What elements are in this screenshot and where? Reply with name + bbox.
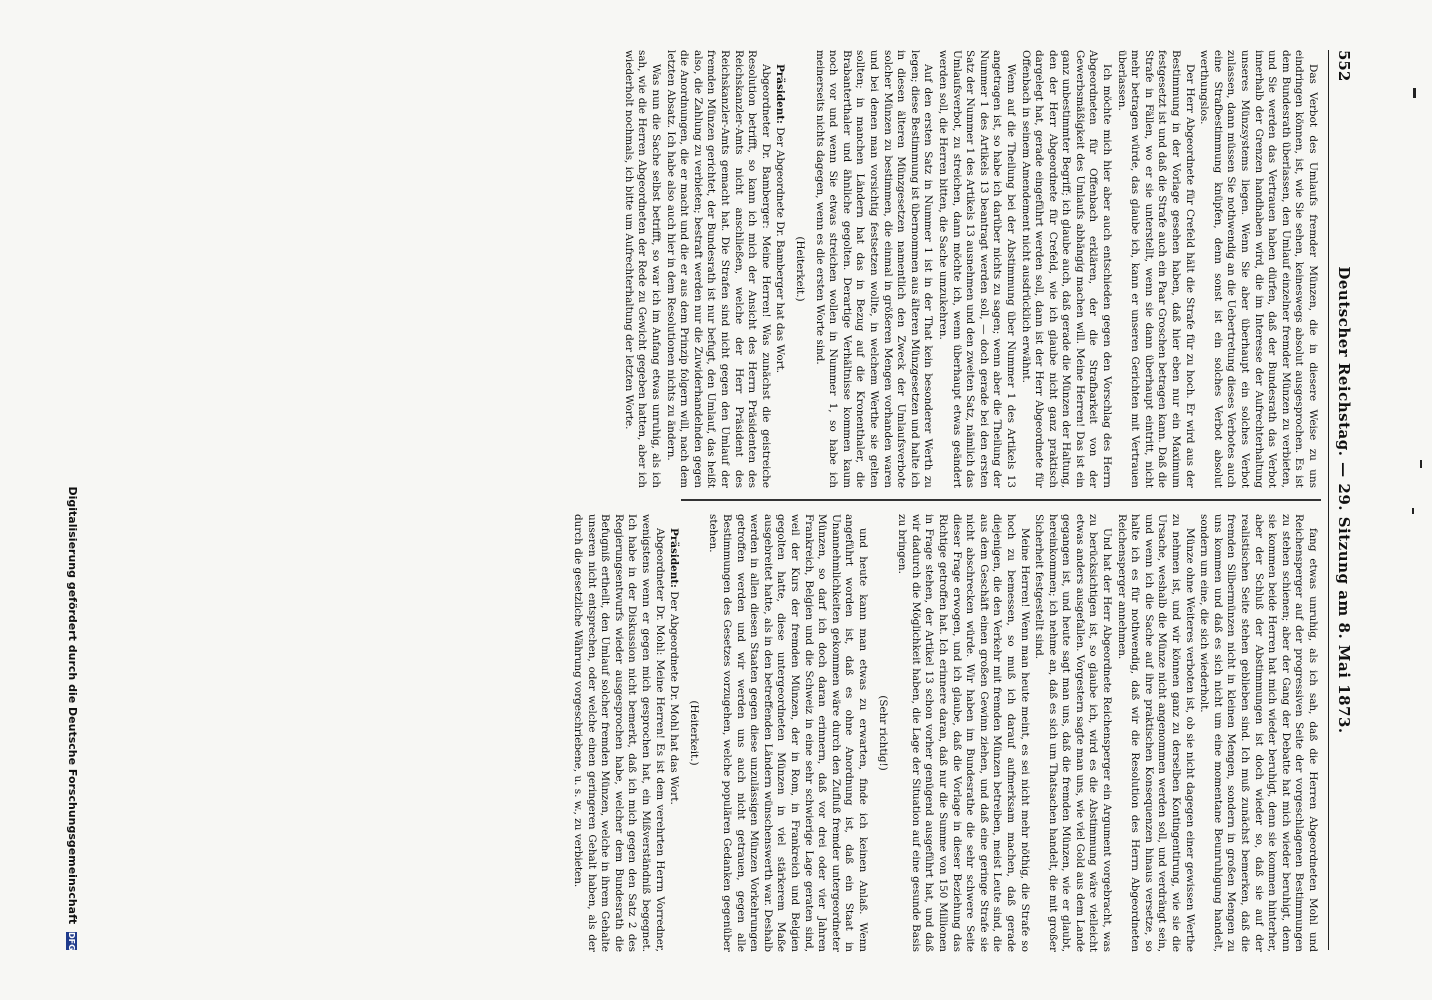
rotated-newspaper-page: [51, 30, 1381, 970]
column-divider: [681, 499, 1321, 501]
digitization-credit-text: Digitalisierung gefördert durch die Deutsche Forschungsgemeinschaft: [66, 486, 79, 925]
scan-artifact-mark: [1413, 88, 1416, 98]
page-title: Deutscher Reichstag. — 29. Sitzung am 8. Mai 1873.: [1335, 266, 1353, 734]
interjection: (Sehr richtig!): [876, 695, 889, 771]
interjection: (Heiterkeit.): [687, 700, 700, 766]
dfg-logo: DFG: [67, 932, 77, 951]
body-paragraph: fang etwas unruhig, als ich sah, daß die Herren Abgeordneten Mohl und Reichensperger auf der progressiven Seite der vorgeschlagenen Bestimmungen zu stehen schienen; aber der Gang der Debatte hat mich wieder beruhigt, denn sie kommen beide Herren hat mich wieder beruhigt, denn sie kommen hinterher, aber der Schluß der Abstimmungen ist doch wieder so, daß sie auf der realistischen Seite stehen geblieben sind. Ich muß zunächst bemerken, daß die fremden Silbermünzen nicht in kleinen Mengen, sondern in großen Mengen zu uns kommen und daß es sich nicht um eine momentane Beunruhigung handelt, sondern um eine, die sich wiederholt.: [1198, 514, 1319, 952]
scan-artifact-mark: [1412, 508, 1414, 514]
speaker-announcement: [667, 514, 681, 952]
body-paragraph: Wenn auf die Theilung bei der Abstimmung über Nummer 1 des Artikels 13 angetragen ist, so habe ich darüber nichts zu sagen; wenn aber die Theilung der Nummer 1 des Artikels 13 beantragt werden soll, — doch gerade bei den ersten Satz der Nummer 1 des Artikels 13 ausnehmen und den zweiten Satz, nämlich das Umlaufsverbot, zu streichen, dann möchte ich, wenn überhaupt etwas geändert werden soll, die Herren bitten, die Sache umzukehren.: [936, 50, 1017, 488]
body-paragraph: Was nun die Sache selbst betrifft, so war ich im Anfang etwas unruhig, als ich sah, wie die Herren Abgeordneten der Rede zu Gewicht gegeben hatten, aber ich wiederholt nochmals, ich bitte um Aufrechterhaltung der letzten Worte.: [622, 50, 663, 488]
body-paragraph: und heute kann man etwas zu erwarten, finde ich keinen Anlaß. Wenn angeführt worden ist, daß es ohne Anordnung ist, daß ein Staat in Unannehmlichkeiten gekommen wäre durch den Zufluß fremder untergeordneter Münzen, so darf ich doch daran erinnern, daß vor drei oder vier Jahren Frankreich, Belgien und die Schweiz in eine sehr schwierige Lage geraten sind, weil der Kurs der fremden Münzen, der in Rom, in Frankreich und Belgien gegolten hatte, diese untergeordneten Münzen in viel stärkerem Maße ausgebreitet hatte, als in den betreffenden Ländern wünschenswerth war. Deshalb werden in allen diesen Staaten gegen diese unzulässigen Münzen Vorkehrungen getroffen werden und wir werden uns auch nicht getrauen, gegen alle Bestimmungen des Gesetzes vorzugehen, welche populären Gedanken gegenüber stehen.: [707, 514, 869, 952]
page-header: [1328, 50, 1353, 950]
interjection: (Heiterkeit.): [794, 236, 807, 302]
body-paragraph: Das Verbot des Umlaufs fremder Münzen, die in diesere Weise zu uns eindringen können, ist, wie Sie sehen, keineswegs absolut ausgesprochen. Es ist dem Bundesrath überlassen, den Umlauf einzelner fremder Münzen zu verbieten, und Sie werden das Vertrauen haben dürfen, daß der Bundesrath das Verbot innerhalb der Grenzen handhaben wird, die im Interesse der Aufrechterhaltung unseres Münzsystems liegen. Wenn Sie aber überhaupt ein solches Verbot zulassen, dann müssen Sie nothwendig an die Uebertretung dieses Verbotes auch eine Strafbestimmung knüpfen, denn sonst ist ein solches Verbot absolut werthungslos.: [1198, 50, 1319, 488]
speaker-label: Präsident:: [668, 528, 681, 588]
body-paragraph: Und hat der Herr Abgeordnete Reichensperger ein Argument vorgebracht, was zu berücksichtigen ist, so glaube ich, wird es die Abstimmung wäre vielleicht etwas anders ausgefallen. Vorgestern sagte man uns, wie viel Gold aus dem Lande gegangen ist, und heute sagt man uns, daß die fremden Münzen, wie er glaubt, hereinkommen; ich nehme an, daß es sich um Thatsachen handelt, die mit großer Sicherheit festgestellt sind.: [1033, 514, 1114, 952]
speaker-label: Präsident:: [774, 64, 787, 124]
body-paragraph: Abgeordneter Dr. Bamberger: Meine Herren! Was zunächst die geistreiche Resolution betrifft, so kann ich mich der Ansicht des Herrn Präsidenten des Reichskanzler-Amts nicht anschließen, welche der Herr Präsident des Reichskanzler-Amts gemacht hat. Die Strafen sind nicht gegen den Umlauf der fremden Münzen gerichtet, der Bundesrath ist nur befugt, den Umlauf, das heißt also, die Zahlung zu verbieten; bestraft werden nur die Zuwiderhandelnden gegen die Anordnungen, die er macht und die er aus dem Prinzip folgern will, nach dem letzten Absatz. Ich habe also auch hier in dem Resolutionen nichts zu ändern.: [664, 50, 772, 488]
speaker-text: Der Abgeordnete Dr. Mohl hat das Wort.: [668, 591, 681, 805]
body-paragraph: Der Herr Abgeordnete für Crefeld hält die Strafe für zu hoch. Er wird aus der Bestimmung in der Vorlage gesehen haben, daß hier eben nur ein Maximum festgesetzt ist und daß die Strafe auch ein Paar Groschen betragen kann. Daß die Strafe in Fällen, wo er sie unterstellt, wenn sie dann überhaupt eintritt, nicht mehr betragen würde, das glaube ich, kann er unseren Gerichten mit Vertrauen überlassen.: [1115, 50, 1196, 488]
page-number: 552: [1335, 50, 1353, 82]
body-paragraph: Ich möchte mich hier aber auch entschieden gegen den Vorschlag des Herrn Abgeordneten für Offenbach erklären, der die Strafbarkeit von der Gewerbsmäßigkeit des Umlaufs abhängig machen will. Meine Herren! Das ist ein ganz unbestimmter Begriff; ich glaube auch, daß gerade die Münzen der Haltung, den der Herr Abgeordnete für Crefeld, wie ich glaube nicht ganz praktisch dargelegt hat, gerade eingeführt werden soll, dann ist der Herr Abgeordnete für Offenbach in seinem Amendement nicht ausdrücklich erwähnt.: [1019, 50, 1114, 488]
right-column: [572, 514, 1319, 952]
speaker-announcement: [773, 50, 787, 488]
left-column: [622, 50, 1319, 488]
body-paragraph: Auf den ersten Satz in Nummer 1 ist in der That kein besonderer Werth zu legen; diese Bestimmung ist übernommen aus älteren Münzgesetzen und halte ich in diesen älteren Münzgesetzen namentlich den Zweck der Umlaufsverbote solcher Münzen zu bestimmen, die einmal in größeren Mengen vorhanden waren und bei denen man vorsichtig festsetzen wollte, in welchem Werthe sie gelten sollten; in manchen Ländern hat das in Bezug auf die Kronenthaler, die Brabanterthaler und ähnliche gegolten. Derartige Verhältnisse kommen kaum noch vor und wenn Sie etwas streichen wollen in Nummer 1, so habe ich meinerseits nichts dagegen, wenn es die ersten Worte sind.: [813, 50, 935, 488]
body-paragraph: Meine Herren! Wenn man heute meint, es sei nicht mehr nöthig, die Strafe so hoch zu bemessen, so muß ich darauf aufmerksam machen, daß gerade diejenigen, die den Verkehr mit fremden Münzen betreiben, meist Leute sind, die aus dem Geschäft einen großen Gewinn ziehen, und daß eine geringe Strafe sie nicht abschrecken würde. Wir haben im Bundesrathe die sehr schwere Seite dieser Frage erwogen, und ich glaube, daß die Vorlage in dieser Beziehung das Richtige getroffen hat. Ich erinnere daran, daß nur die Summe von 150 Millionen in Frage stehen, der Artikel 13 schon vorher genügend ausgeführt hat, und daß wir dadurch die Möglichkeit haben, die Lage der Situation auf eine gesunde Basis zu bringen.: [896, 514, 1031, 952]
body-paragraph: Abgeordneter Dr. Mohl: Meine Herren! Es ist dem verehrten Herrn Vorredner, wenigstens wenn er gegen mich gesprochen hat, ein Mißverständniß begegnet. Ich habe in der Diskussion nicht bemerkt, daß ich mich gegen den Satz 2 des Regierungsentwurfs wieder ausgesprochen habe, welcher dem Bundesrath die Befugniß ertheilt, den Umlauf solcher fremden Münzen, welche in ihrem Gehalte unseren nicht entsprechen, oder welche einen geringeren Gehalt haben, als der durch die gesetzliche Währung vorgeschriebene, u. s. w., zu verbieten.: [572, 514, 666, 952]
scan-artifact-mark: [1420, 460, 1422, 468]
digitization-credit: [65, 50, 79, 950]
body-paragraph: Münze ohne Weiteres verboten ist, ob sie nicht dagegen einer gewissen Werthe zu nehmen ist, und wir können ganz zu derselben Kontingentirung, wie sie die Ursache, weshalb die Münze nicht angenommen werden soll, und verdrängt sein, und wenn ich die Sache auf ihre praktischen Konsequenzen hinaus versetze, so halte ich es für nothwendig, daß wir die Resolution des Herrn Abgeordneten Reichensperger annehmen.: [1115, 514, 1196, 952]
speaker-text: Der Abgeordnete Dr. Bamberger hat das Wort.: [774, 127, 787, 374]
